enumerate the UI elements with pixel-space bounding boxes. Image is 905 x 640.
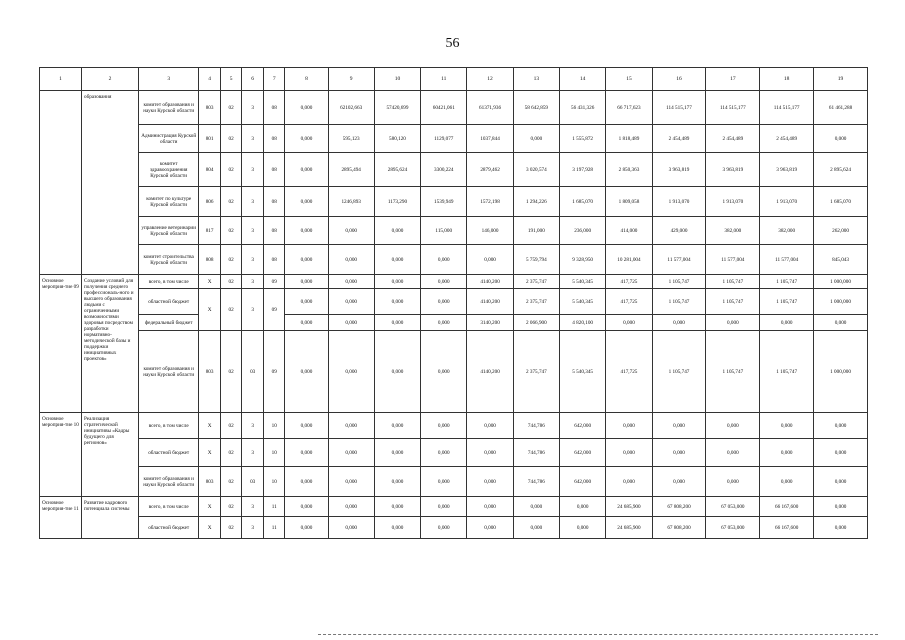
table-cell: 10: [263, 413, 285, 439]
table-cell: 3: [242, 413, 264, 439]
value-cell: 1 818,489: [606, 125, 652, 153]
table-body: [40, 91, 868, 539]
value-cell: 0,000: [421, 245, 467, 275]
value-cell: 24 685,900: [606, 497, 652, 517]
value-cell: 2895,494: [328, 153, 374, 187]
value-cell: 2 066,900: [513, 315, 559, 331]
table-cell: 08: [263, 153, 285, 187]
value-cell: 0,000: [513, 497, 559, 517]
measure-name-cell: Создание условий для получения среднего профессиональ-ного и высшего образования людьми с ограниченными возможностями здоровья посредством разработки нормативно-методической базы и поддержки инициативных проектов»: [81, 275, 138, 413]
measure-name-cell: Развитие кадрового потенциала системы: [81, 497, 138, 539]
value-cell: 0,000: [421, 413, 467, 439]
executor-cell: всего, в том числе: [139, 275, 199, 289]
table-cell: 803: [199, 467, 221, 497]
table-cell: 09: [263, 289, 285, 331]
value-cell: 845,043: [814, 245, 868, 275]
value-cell: 0,000: [706, 439, 760, 467]
table-row: [40, 245, 868, 275]
value-cell: 0,000: [706, 315, 760, 331]
value-cell: 0,000: [285, 245, 328, 275]
value-cell: 236,000: [560, 217, 606, 245]
table-cell: 02: [220, 125, 242, 153]
table-cell: 09: [263, 275, 285, 289]
value-cell: 0,000: [814, 497, 868, 517]
value-cell: 744,786: [513, 467, 559, 497]
value-cell: 3 963,819: [760, 153, 814, 187]
header-cell: 12: [467, 68, 513, 91]
table-row: [40, 315, 868, 331]
value-cell: 429,000: [652, 217, 706, 245]
value-cell: 0,000: [328, 497, 374, 517]
value-cell: 0,000: [606, 467, 652, 497]
value-cell: 1 294,226: [513, 187, 559, 217]
value-cell: 2879,462: [467, 153, 513, 187]
value-cell: 0,000: [652, 467, 706, 497]
value-cell: 0,000: [285, 125, 328, 153]
value-cell: 0,000: [285, 497, 328, 517]
table-cell: 02: [220, 217, 242, 245]
value-cell: 0,000: [560, 497, 606, 517]
header-cell: 8: [285, 68, 328, 91]
header-cell: 11: [421, 68, 467, 91]
header-cell: 2: [81, 68, 138, 91]
table-cell: 02: [220, 413, 242, 439]
value-cell: 0,000: [285, 467, 328, 497]
value-cell: 0,000: [285, 413, 328, 439]
value-cell: 66 167,600: [760, 497, 814, 517]
value-cell: 3 963,819: [706, 153, 760, 187]
table-row: [40, 331, 868, 413]
value-cell: 67 808,200: [652, 517, 706, 539]
table-cell: 808: [199, 245, 221, 275]
value-cell: 1 555,872: [560, 125, 606, 153]
value-cell: 0,000: [652, 439, 706, 467]
value-cell: 2 454,489: [652, 125, 706, 153]
value-cell: 3300,224: [421, 153, 467, 187]
measure-number-cell: [40, 91, 82, 275]
value-cell: 0,000: [374, 315, 420, 331]
value-cell: 0,000: [374, 517, 420, 539]
header-cell: 16: [652, 68, 706, 91]
value-cell: 9 328,950: [560, 245, 606, 275]
table-cell: 02: [220, 289, 242, 331]
header-cell: 4: [199, 68, 221, 91]
table-cell: 02: [220, 275, 242, 289]
value-cell: 3 197,928: [560, 153, 606, 187]
value-cell: 4140,200: [467, 331, 513, 413]
table-cell: 806: [199, 187, 221, 217]
value-cell: 417,725: [606, 289, 652, 315]
table-cell: 02: [220, 153, 242, 187]
header-cell: 10: [374, 68, 420, 91]
value-cell: 0,000: [814, 125, 868, 153]
table-cell: 3: [242, 497, 264, 517]
table-cell: X: [199, 289, 221, 331]
value-cell: 1 913,070: [706, 187, 760, 217]
value-cell: 0,000: [814, 467, 868, 497]
value-cell: 0,000: [421, 467, 467, 497]
value-cell: 0,000: [760, 413, 814, 439]
table-cell: X: [199, 413, 221, 439]
value-cell: 2 895,624: [814, 153, 868, 187]
value-cell: 56 431,326: [560, 91, 606, 125]
value-cell: 0,000: [285, 315, 328, 331]
header-cell: 18: [760, 68, 814, 91]
budget-table: [39, 67, 868, 539]
value-cell: 0,000: [467, 517, 513, 539]
value-cell: 11 577,004: [652, 245, 706, 275]
value-cell: 0,000: [652, 413, 706, 439]
value-cell: 0,000: [328, 289, 374, 315]
table-cell: 803: [199, 91, 221, 125]
value-cell: 1173,290: [374, 187, 420, 217]
table-cell: 3: [242, 187, 264, 217]
value-cell: 5 759,794: [513, 245, 559, 275]
cut-off-next-row: [318, 634, 878, 635]
value-cell: 1 105,747: [760, 275, 814, 289]
table-cell: 02: [220, 91, 242, 125]
table-cell: 02: [220, 497, 242, 517]
table-row: [40, 125, 868, 153]
value-cell: 0,000: [328, 245, 374, 275]
executor-cell: всего, в том числе: [139, 413, 199, 439]
table-cell: 03: [242, 467, 264, 497]
value-cell: 67 053,000: [706, 497, 760, 517]
table-cell: X: [199, 275, 221, 289]
value-cell: 0,000: [421, 517, 467, 539]
value-cell: 1 685,070: [814, 187, 868, 217]
value-cell: 60421,061: [421, 91, 467, 125]
value-cell: 0,000: [421, 275, 467, 289]
value-cell: 417,725: [606, 331, 652, 413]
value-cell: 0,000: [421, 289, 467, 315]
value-cell: 0,000: [467, 439, 513, 467]
value-cell: 0,000: [467, 497, 513, 517]
value-cell: 0,000: [421, 331, 467, 413]
table-cell: 3: [242, 153, 264, 187]
header-cell: 9: [328, 68, 374, 91]
header-cell: 15: [606, 68, 652, 91]
value-cell: 595,123: [328, 125, 374, 153]
value-cell: 0,000: [374, 331, 420, 413]
header-cell: 7: [263, 68, 285, 91]
table-cell: 08: [263, 217, 285, 245]
table-cell: 803: [199, 331, 221, 413]
value-cell: 3140,200: [467, 315, 513, 331]
header-cell: 14: [560, 68, 606, 91]
value-cell: 2 375,747: [513, 331, 559, 413]
value-cell: 191,000: [513, 217, 559, 245]
table-row: [40, 289, 868, 315]
value-cell: 4 820,100: [560, 315, 606, 331]
executor-cell: федеральный бюджет: [139, 315, 199, 331]
table-cell: 3: [242, 91, 264, 125]
value-cell: 0,000: [285, 439, 328, 467]
value-cell: 0,000: [606, 413, 652, 439]
value-cell: 58 642,859: [513, 91, 559, 125]
value-cell: 262,000: [814, 217, 868, 245]
value-cell: 0,000: [374, 413, 420, 439]
table-cell: X: [199, 439, 221, 467]
value-cell: 1572,198: [467, 187, 513, 217]
value-cell: 115,000: [421, 217, 467, 245]
value-cell: 2 375,747: [513, 289, 559, 315]
value-cell: 0,000: [285, 331, 328, 413]
value-cell: 5 540,345: [560, 331, 606, 413]
value-cell: 0,000: [328, 467, 374, 497]
value-cell: 2 375,747: [513, 275, 559, 289]
value-cell: 744,786: [513, 439, 559, 467]
value-cell: 0,000: [606, 439, 652, 467]
header-cell: 3: [139, 68, 199, 91]
executor-cell: комитет образования и науки Курской области: [139, 331, 199, 413]
value-cell: 1037,844: [467, 125, 513, 153]
table-cell: 08: [263, 245, 285, 275]
value-cell: 2 850,363: [606, 153, 652, 187]
value-cell: 0,000: [421, 439, 467, 467]
table-row: [40, 413, 868, 439]
value-cell: 580,120: [374, 125, 420, 153]
table-cell: 08: [263, 187, 285, 217]
value-cell: 1129,077: [421, 125, 467, 153]
value-cell: 1 105,747: [652, 331, 706, 413]
table-cell: 10: [263, 439, 285, 467]
value-cell: 0,000: [374, 245, 420, 275]
measure-number-cell: Основное мероприя-тие 11: [40, 497, 82, 539]
value-cell: 10 281,004: [606, 245, 652, 275]
value-cell: 2 454,489: [706, 125, 760, 153]
table-cell: 08: [263, 91, 285, 125]
value-cell: 382,000: [760, 217, 814, 245]
value-cell: 0,000: [814, 517, 868, 539]
value-cell: 414,000: [606, 217, 652, 245]
value-cell: 0,000: [285, 187, 328, 217]
table-cell: 3: [242, 217, 264, 245]
executor-cell: управление ветеринарии Курской области: [139, 217, 199, 245]
value-cell: 0,000: [374, 275, 420, 289]
value-cell: 2 454,489: [760, 125, 814, 153]
executor-cell: областной бюджет: [139, 289, 199, 315]
value-cell: 744,786: [513, 413, 559, 439]
value-cell: 0,000: [328, 517, 374, 539]
table-cell: 02: [220, 187, 242, 217]
table-cell: 3: [242, 289, 264, 331]
value-cell: 2895,624: [374, 153, 420, 187]
value-cell: 0,000: [814, 439, 868, 467]
value-cell: 417,725: [606, 275, 652, 289]
value-cell: 1 105,747: [652, 275, 706, 289]
value-cell: 4140,200: [467, 275, 513, 289]
table-cell: 02: [220, 331, 242, 413]
header-cell: 5: [220, 68, 242, 91]
value-cell: 0,000: [374, 439, 420, 467]
table-cell: 10: [263, 467, 285, 497]
table-cell: 03: [242, 331, 264, 413]
value-cell: 0,000: [467, 467, 513, 497]
table-cell: 804: [199, 153, 221, 187]
table-cell: 09: [263, 331, 285, 413]
value-cell: 0,000: [374, 217, 420, 245]
executor-cell: всего, в том числе: [139, 497, 199, 517]
value-cell: 0,000: [467, 413, 513, 439]
value-cell: 642,000: [560, 467, 606, 497]
table-cell: X: [199, 497, 221, 517]
executor-cell: комитет здравоохранения Курской области: [139, 153, 199, 187]
executor-cell: комитет строительства Курской области: [139, 245, 199, 275]
executor-cell: областной бюджет: [139, 517, 199, 539]
table-row: [40, 439, 868, 467]
value-cell: 0,000: [760, 315, 814, 331]
value-cell: 0,000: [285, 275, 328, 289]
value-cell: 0,000: [814, 315, 868, 331]
value-cell: 1246,893: [328, 187, 374, 217]
value-cell: 0,000: [513, 125, 559, 153]
value-cell: 0,000: [421, 497, 467, 517]
value-cell: 0,000: [513, 517, 559, 539]
value-cell: 3 020,574: [513, 153, 559, 187]
measure-name-cell: Реализация стратегической инициативы «Кадры будущего для регионов»: [81, 413, 138, 497]
executor-cell: Администрация Курской области: [139, 125, 199, 153]
table-cell: 3: [242, 275, 264, 289]
value-cell: 1 913,070: [652, 187, 706, 217]
value-cell: 0,000: [328, 413, 374, 439]
value-cell: 0,000: [285, 91, 328, 125]
value-cell: 0,000: [814, 413, 868, 439]
table-cell: 08: [263, 125, 285, 153]
value-cell: 1539,949: [421, 187, 467, 217]
table-row: [40, 467, 868, 497]
value-cell: 0,000: [285, 289, 328, 315]
value-cell: 1 000,000: [814, 289, 868, 315]
table-cell: X: [199, 517, 221, 539]
value-cell: 0,000: [467, 245, 513, 275]
value-cell: 0,000: [285, 153, 328, 187]
table-cell: 02: [220, 517, 242, 539]
value-cell: 11 577,004: [706, 245, 760, 275]
value-cell: 1 913,070: [760, 187, 814, 217]
table-row: [40, 91, 868, 125]
value-cell: 1 105,747: [652, 289, 706, 315]
value-cell: 382,000: [706, 217, 760, 245]
value-cell: 4140,200: [467, 289, 513, 315]
value-cell: 0,000: [652, 315, 706, 331]
executor-cell: комитет образования и науки Курской области: [139, 91, 199, 125]
value-cell: 0,000: [285, 517, 328, 539]
table-row: [40, 497, 868, 517]
value-cell: 0,000: [706, 467, 760, 497]
value-cell: 24 685,900: [606, 517, 652, 539]
value-cell: 0,000: [421, 315, 467, 331]
table-row: [40, 217, 868, 245]
value-cell: 0,000: [328, 331, 374, 413]
table-cell: 817: [199, 217, 221, 245]
table-cell: 3: [242, 517, 264, 539]
value-cell: 0,000: [560, 517, 606, 539]
value-cell: 1 809,058: [606, 187, 652, 217]
value-cell: 0,000: [606, 315, 652, 331]
value-cell: 3 963,819: [652, 153, 706, 187]
table-cell: 3: [242, 245, 264, 275]
value-cell: 67 808,200: [652, 497, 706, 517]
value-cell: 0,000: [706, 413, 760, 439]
measure-number-cell: Основное мероприя-тие 09: [40, 275, 82, 413]
value-cell: 0,000: [374, 467, 420, 497]
header-row: [40, 68, 868, 91]
executor-cell: комитет по культуре Курской области: [139, 187, 199, 217]
table-cell: 02: [220, 439, 242, 467]
value-cell: 67 053,000: [706, 517, 760, 539]
value-cell: 1 105,747: [760, 289, 814, 315]
table-cell: 3: [242, 439, 264, 467]
header-cell: 19: [814, 68, 868, 91]
table-row: [40, 153, 868, 187]
header-cell: 1: [40, 68, 82, 91]
table-cell: 801: [199, 125, 221, 153]
table-cell: 11: [263, 497, 285, 517]
value-cell: 0,000: [328, 315, 374, 331]
header-cell: 17: [706, 68, 760, 91]
value-cell: 1 105,747: [706, 289, 760, 315]
executor-cell: комитет образования и науки Курской области: [139, 467, 199, 497]
value-cell: 642,000: [560, 413, 606, 439]
value-cell: 642,000: [560, 439, 606, 467]
table-row: [40, 187, 868, 217]
table-row: [40, 275, 868, 289]
value-cell: 11 577,004: [760, 245, 814, 275]
value-cell: 0,000: [760, 439, 814, 467]
value-cell: 61371,936: [467, 91, 513, 125]
value-cell: 5 540,345: [560, 289, 606, 315]
measure-number-cell: Основное мероприя-тие 10: [40, 413, 82, 497]
measure-name-cell: образования: [81, 91, 138, 275]
value-cell: 0,000: [374, 497, 420, 517]
value-cell: 66 717,623: [606, 91, 652, 125]
value-cell: 114 515,177: [706, 91, 760, 125]
value-cell: 57420,699: [374, 91, 420, 125]
header-cell: 6: [242, 68, 264, 91]
value-cell: 0,000: [760, 467, 814, 497]
value-cell: 66 167,600: [760, 517, 814, 539]
value-cell: 1 000,000: [814, 331, 868, 413]
executor-cell: областной бюджет: [139, 439, 199, 467]
value-cell: 0,000: [328, 439, 374, 467]
table-cell: 02: [220, 467, 242, 497]
value-cell: 114 515,177: [760, 91, 814, 125]
table-row: [40, 517, 868, 539]
value-cell: 0,000: [285, 217, 328, 245]
page-number: 56: [445, 36, 460, 51]
value-cell: 1 685,070: [560, 187, 606, 217]
value-cell: 1 105,747: [706, 275, 760, 289]
value-cell: 61 461,288: [814, 91, 868, 125]
value-cell: 5 540,345: [560, 275, 606, 289]
header-cell: 13: [513, 68, 559, 91]
value-cell: 1 000,000: [814, 275, 868, 289]
value-cell: 0,000: [374, 289, 420, 315]
value-cell: 1 105,747: [706, 331, 760, 413]
value-cell: 62102,663: [328, 91, 374, 125]
value-cell: 0,000: [328, 217, 374, 245]
table-cell: 11: [263, 517, 285, 539]
value-cell: 114 515,177: [652, 91, 706, 125]
value-cell: 1 105,747: [760, 331, 814, 413]
table-cell: 02: [220, 245, 242, 275]
value-cell: 0,000: [328, 275, 374, 289]
value-cell: 146,000: [467, 217, 513, 245]
table-cell: 3: [242, 125, 264, 153]
